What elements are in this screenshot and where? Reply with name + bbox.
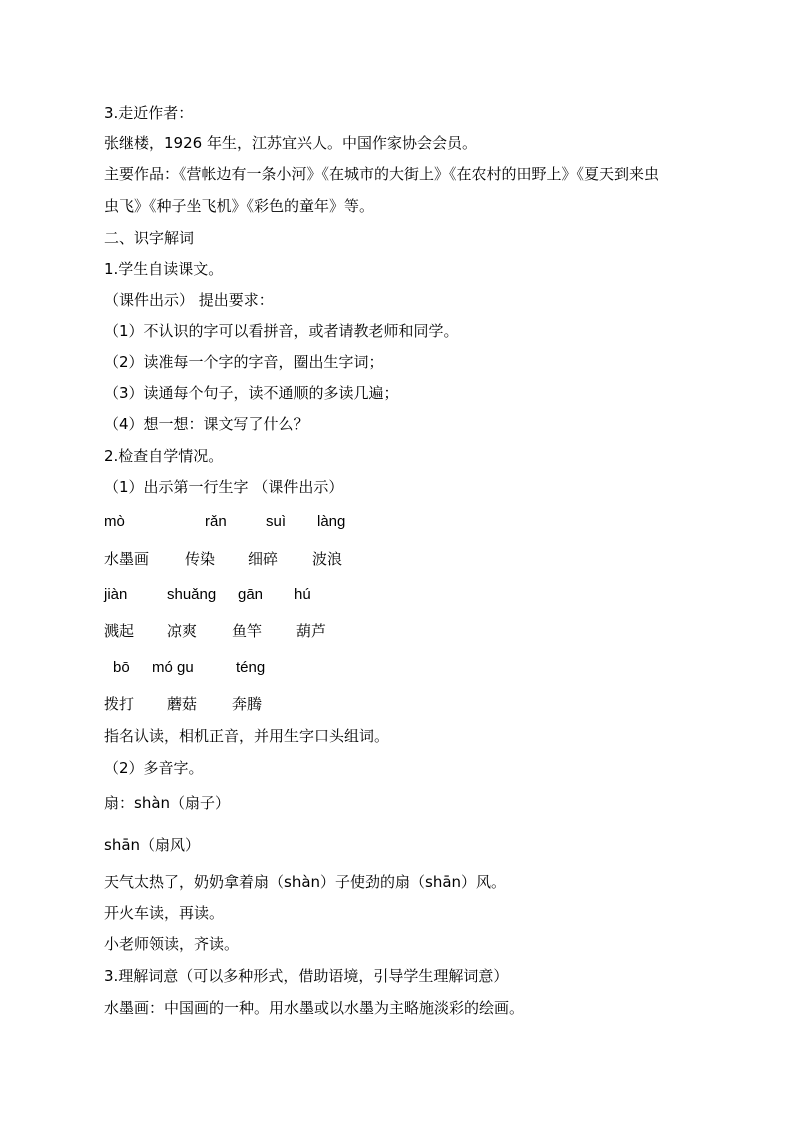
vocab-word-mogu: 蘑菇	[167, 695, 198, 713]
vocab-word-jianqi: 溅起	[104, 622, 135, 640]
polyphone-shan-1: shān（扇风）	[104, 836, 201, 854]
section-heading-author: 3.走近作者：	[104, 104, 194, 122]
vocab-word-bolang: 波浪	[312, 550, 343, 568]
requirement-1: （1）不认识的字可以看拼音，或者请教老师和同学。	[104, 322, 459, 340]
pinyin-sui: suì	[266, 513, 287, 530]
step-understand-words: 3.理解词意（可以多种形式，借助语境，引导学生理解词意）	[104, 967, 509, 985]
works-line-1: 主要作品：《营帐边有一条小河》《在城市的大街上》《在农村的田野上》《夏天到来虫	[104, 165, 660, 183]
pinyin-jian: jiàn	[104, 586, 128, 603]
polyphone-heading: （2）多音字。	[104, 759, 204, 777]
pinyin-hu: hú	[294, 586, 311, 603]
vocab-word-yugan: 鱼竿	[232, 622, 263, 640]
pinyin-ran: rǎn	[205, 513, 227, 530]
vocab-word-chuanran: 传染	[185, 550, 216, 568]
pinyin-bo: bō	[113, 659, 130, 676]
vocab-word-hulu: 葫芦	[296, 622, 327, 640]
polyphone-shan-4: 扇：shàn（扇子）	[104, 794, 231, 812]
pinyin-gan: gān	[238, 586, 264, 603]
example-sentence: 天气太热了，奶奶拿着扇（shàn）子使劲的扇（shān）风。	[104, 873, 507, 891]
train-reading: 开火车读，再读。	[104, 904, 225, 922]
vocab-word-boda: 拨打	[104, 695, 135, 713]
vocab-word-xisui: 细碎	[248, 550, 279, 568]
author-bio: 张继楼，1926 年生，江苏宜兴人。中国作家协会会员。	[104, 134, 477, 152]
requirement-2: （2）读准每一个字的字音，圈出生字词；	[104, 353, 384, 371]
definition-shuimohua: 水墨画：中国画的一种。用水墨或以水墨为主略施淡彩的绘画。	[104, 999, 525, 1017]
show-characters: （1）出示第一行生字 （课件出示）	[104, 478, 344, 496]
pinyin-mogu: mó gu	[152, 659, 194, 676]
vocab-word-shuimohua: 水墨画	[104, 550, 150, 568]
works-line-2: 虫飞》《种子坐飞机》《彩色的童年》等。	[104, 197, 375, 215]
pinyin-shuang: shuǎng	[167, 586, 217, 603]
reading-instruction: 指名认读，相机正音，并用生字口头组词。	[104, 727, 390, 745]
pinyin-lang: làng	[317, 513, 346, 530]
step-check: 2.检查自学情况。	[104, 447, 224, 465]
pinyin-mo: mò	[104, 513, 125, 530]
requirement-3: （3）读通每个句子，读不通顺的多读几遍；	[104, 384, 399, 402]
vocab-word-benteng: 奔腾	[232, 695, 263, 713]
teacher-led-reading: 小老师领读，齐读。	[104, 935, 240, 953]
requirement-4: （4）想一想：课文写了什么？	[104, 415, 309, 433]
vocab-word-liangshuang: 凉爽	[167, 622, 198, 640]
requirements-intro: （课件出示） 提出要求：	[104, 291, 274, 309]
step-self-read: 1.学生自读课文。	[104, 260, 224, 278]
pinyin-teng: téng	[236, 659, 266, 676]
section-heading-vocab: 二、识字解词	[104, 229, 195, 247]
